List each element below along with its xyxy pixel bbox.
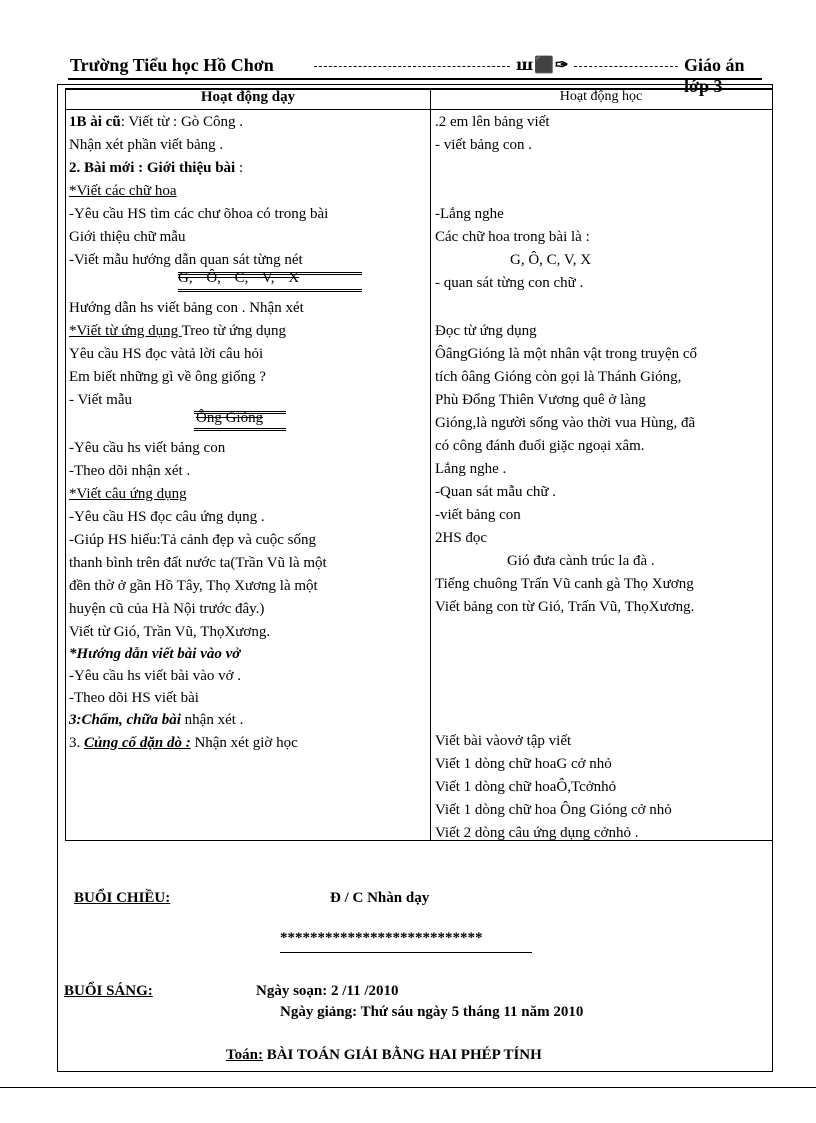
- left-line-3: 2. Bài mới : Giới thiệu bài :: [69, 160, 244, 176]
- left-line-17: -Giúp HS hiểu:Tả cảnh đẹp và cuộc sống: [69, 532, 317, 548]
- table-header-divider: [65, 109, 773, 110]
- right-line-19: Viết bảng con từ Gió, Trấn Vũ, ThọXương.: [435, 599, 695, 615]
- left-line-22: *Hướng dẫn viết bài vào vở: [69, 646, 241, 662]
- left-line-6: Giới thiệu chữ mẫu: [69, 229, 186, 245]
- left-line-25: 3:Chấm, chữa bài nhận xét .: [69, 712, 244, 728]
- left-line-15: *Viết câu ứng dụng: [69, 486, 187, 502]
- left-line-18: thanh bình trên đất nước ta(Trần Vũ là một: [69, 555, 327, 571]
- left-line-8: Hướng dẫn hs viết bảng con . Nhận xét: [69, 300, 304, 316]
- grade-label: Giáo án lớp 3: [684, 55, 745, 96]
- ong-giong-sample: Ông Gióng: [196, 410, 264, 426]
- left-line-4: *Viết các chữ hoa: [69, 183, 177, 199]
- afternoon-session-label: BUỔI CHIỀU:: [74, 890, 171, 906]
- table-column-divider: [430, 88, 431, 840]
- header-dash-right: [574, 66, 678, 67]
- right-line-5: G, Ô, C, V, X: [510, 252, 592, 268]
- left-line-7: -Viết mẫu hướng dẫn quan sát từng nét: [69, 252, 303, 268]
- separator-underline: [280, 952, 532, 953]
- right-line-21: Viết 1 dòng chữ hoaG cở nhỏ: [435, 756, 612, 772]
- right-line-3: -Lắng nghe: [435, 206, 504, 222]
- right-line-8: ÔângGióng là một nhân vật trong truyện cổ: [435, 346, 698, 362]
- preparation-date: Ngày soạn: 2 /11 /2010: [256, 983, 399, 999]
- student-activity-heading: Hoạt động học: [559, 89, 643, 104]
- right-line-18: Tiếng chuông Trấn Vũ canh gà Thọ Xương: [435, 576, 694, 592]
- right-line-14: -Quan sát mẫu chữ .: [435, 484, 557, 500]
- left-line-12: - Viết mẫu: [69, 392, 132, 408]
- teaching-date: Ngày giảng: Thứ sáu ngày 5 tháng 11 năm 2010: [280, 1004, 584, 1020]
- right-line-9: tích ôâng Gióng còn gọi là Thánh Gióng,: [435, 369, 682, 385]
- left-line-21: Viết từ Gió, Trần Vũ, ThọXương.: [69, 624, 271, 640]
- school-name: Trường Tiểu học Hồ Chơn: [70, 55, 274, 75]
- left-line-9: *Viết từ ứng dụng Treo từ ứng dụng: [69, 323, 287, 339]
- left-line-19: đền thờ ở gần Hồ Tây, Thọ Xương là một: [69, 578, 318, 594]
- right-line-11: Gióng,là người sống vào thời vua Hùng, đã: [435, 415, 696, 431]
- right-line-12: có công đánh đuổi giặc ngoại xâm.: [435, 438, 645, 454]
- left-line-16: -Yêu cầu HS đọc câu ứng dụng .: [69, 509, 265, 525]
- math-lesson-title: Toán: BÀI TOÁN GIẢI BẰNG HAI PHÉP TÍNH: [226, 1047, 542, 1063]
- right-line-13: Lắng nghe .: [435, 461, 507, 477]
- morning-session-label: BUỔI SÁNG:: [64, 983, 153, 999]
- right-line-4: Các chữ hoa trong bài là :: [435, 229, 590, 245]
- right-line-17: Gió đưa cành trúc la đà .: [507, 553, 655, 569]
- teacher-activity-heading: Hoạt động dạy: [200, 89, 296, 105]
- right-line-20: Viết bài vàovở tập viết: [435, 733, 572, 749]
- right-line-15: -viết bảng con: [435, 507, 521, 523]
- right-line-6: - quan sát từng con chữ .: [435, 275, 584, 291]
- left-line-5: -Yêu cầu HS tìm các chư õhoa có trong bài: [69, 206, 329, 222]
- separator-stars: ***************************: [280, 930, 483, 946]
- left-line-1: 1B ài cũ: Viết từ : Gò Công .: [69, 114, 244, 130]
- left-line-14: -Theo dõi nhận xét .: [69, 463, 191, 479]
- right-line-7: Đọc từ ứng dụng: [435, 323, 537, 339]
- right-line-22: Viết 1 dòng chữ hoaÔ,Tcởnhỏ: [435, 779, 617, 795]
- left-line-11: Em biết những gì về ông giống ?: [69, 369, 266, 385]
- page-header: [68, 52, 762, 96]
- left-line-2: Nhận xét phần viết bảng .: [69, 137, 224, 153]
- left-line-20: huyện cũ của Hà Nội trước đây.): [69, 601, 265, 617]
- right-line-10: Phù Đổng Thiên Vương quê ở làng: [435, 392, 646, 408]
- left-line-26: 3. Củng cố dặn dò : Nhận xét giờ học: [69, 735, 298, 751]
- right-line-1: .2 em lên bảng viết: [435, 114, 550, 130]
- left-line-10: Yêu cầu HS đọc vàtả lời câu hỏi: [69, 346, 264, 362]
- left-line-24: -Theo dõi HS viết bài: [69, 690, 199, 706]
- right-line-24: Viết 2 dòng câu ứng dụng cởnhỏ .: [435, 825, 639, 841]
- header-dash-left: [314, 66, 510, 67]
- header-ornament: ꟺ⬛✑: [516, 57, 570, 74]
- letters-sample: G, Ô, C, V, X: [178, 270, 300, 286]
- right-line-2: - viết bảng con .: [435, 137, 533, 153]
- right-line-23: Viết 1 dòng chữ hoa Ông Gióng cở nhỏ: [435, 802, 672, 818]
- afternoon-teacher: Đ / C Nhàn dạy: [330, 890, 430, 906]
- left-line-13: -Yêu cầu hs viết bảng con: [69, 440, 226, 456]
- right-line-16: 2HS đọc: [435, 530, 488, 546]
- left-line-23: -Yêu cầu hs viết bài vào vở .: [69, 668, 242, 684]
- page-bottom-rule: [0, 1087, 816, 1088]
